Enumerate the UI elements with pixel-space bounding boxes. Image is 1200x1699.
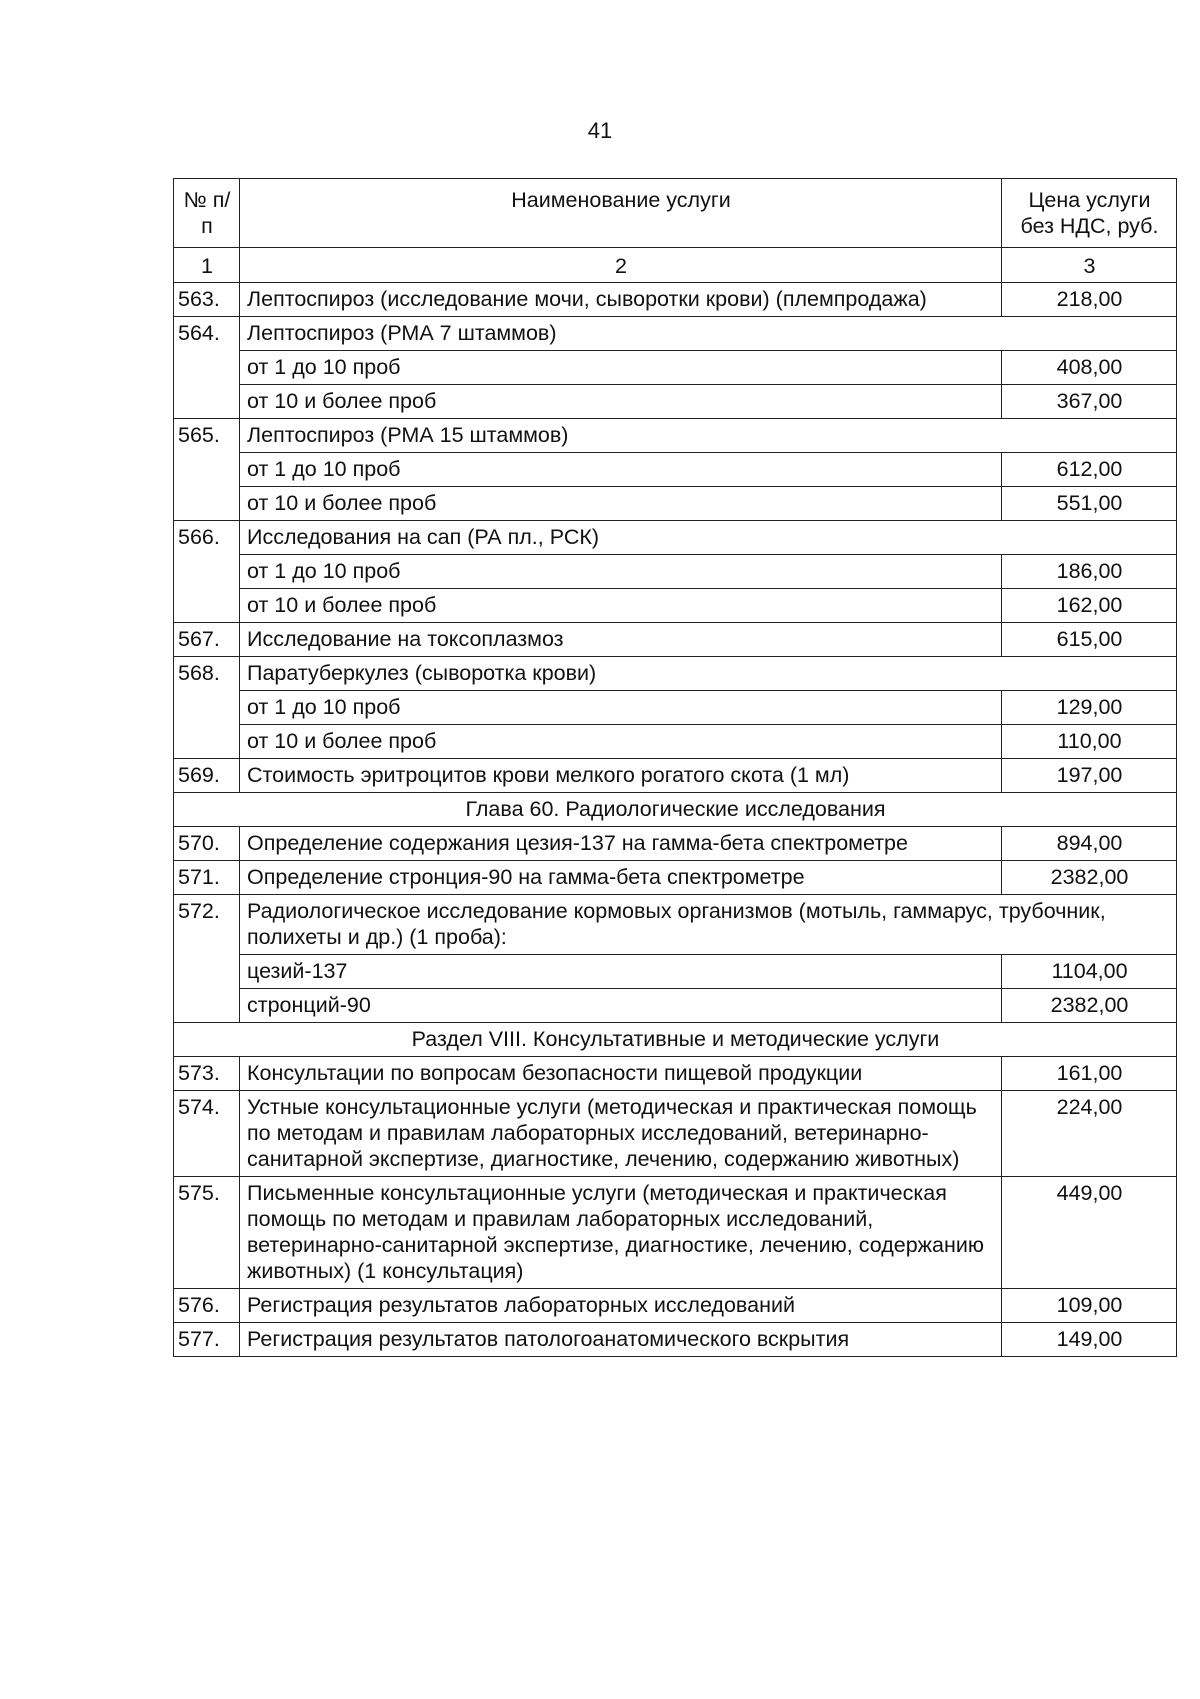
header-price: Цена услуги без НДС, руб. — [1002, 179, 1177, 248]
service-price: 110,00 — [1002, 725, 1177, 759]
service-name: Стоимость эритроцитов крови мелкого рогатого скота (1 мл) — [240, 759, 1002, 793]
table-row — [174, 317, 1177, 351]
service-name: Регистрация результатов патологоанатомического вскрытия — [240, 1323, 1002, 1357]
table-row — [174, 1323, 1177, 1357]
service-price: 162,00 — [1002, 589, 1177, 623]
service-name: Определение содержания цезия-137 на гамма-бета спектрометре — [240, 827, 1002, 861]
table-row — [174, 283, 1177, 317]
section-row — [174, 1023, 1177, 1057]
service-option: от 1 до 10 проб — [240, 691, 1002, 725]
table-row — [174, 895, 1177, 955]
service-price: 449,00 — [1002, 1177, 1177, 1289]
table-subrow — [174, 725, 1177, 759]
row-number: 573. — [174, 1057, 240, 1091]
table-row — [174, 419, 1177, 453]
header-number: № п/п — [174, 179, 240, 248]
table-subrow — [174, 351, 1177, 385]
table-row — [174, 1289, 1177, 1323]
column-number-1: 1 — [174, 248, 240, 283]
chapter-heading: Глава 60. Радиологические исследования — [174, 793, 1177, 827]
service-name: Исследование на токсоплазмоз — [240, 623, 1002, 657]
service-name: Лептоспироз (РМА 7 штаммов) — [240, 317, 1177, 351]
service-price: 615,00 — [1002, 623, 1177, 657]
service-name: Радиологическое исследование кормовых организмов (мотыль, гаммарус, трубочник, полихеты и др.) (1 проба): — [240, 895, 1177, 955]
table-row — [174, 1091, 1177, 1177]
table-subrow — [174, 555, 1177, 589]
service-name: Паратуберкулез (сыворотка крови) — [240, 657, 1177, 691]
service-price: 218,00 — [1002, 283, 1177, 317]
table-row — [174, 657, 1177, 691]
table-row — [174, 759, 1177, 793]
table-subrow — [174, 589, 1177, 623]
table-subrow — [174, 989, 1177, 1023]
service-name: Регистрация результатов лабораторных исследований — [240, 1289, 1002, 1323]
row-number: 565. — [174, 419, 240, 521]
service-price: 551,00 — [1002, 487, 1177, 521]
table-row — [174, 861, 1177, 895]
chapter-row — [174, 793, 1177, 827]
price-table — [173, 178, 1177, 1357]
service-option: стронций-90 — [240, 989, 1002, 1023]
service-price: 612,00 — [1002, 453, 1177, 487]
service-option: от 10 и более проб — [240, 589, 1002, 623]
service-price: 408,00 — [1002, 351, 1177, 385]
service-price: 2382,00 — [1002, 861, 1177, 895]
row-number: 574. — [174, 1091, 240, 1177]
service-name: Исследования на сап (РА пл., РСК) — [240, 521, 1177, 555]
service-name: Определение стронция-90 на гамма-бета спектрометре — [240, 861, 1002, 895]
row-number: 571. — [174, 861, 240, 895]
section-heading: Раздел VIII. Консультативные и методические услуги — [174, 1023, 1177, 1057]
header-service-name: Наименование услуги — [240, 179, 1002, 248]
service-price: 2382,00 — [1002, 989, 1177, 1023]
service-price: 1104,00 — [1002, 955, 1177, 989]
service-name: Консультации по вопросам безопасности пищевой продукции — [240, 1057, 1002, 1091]
table-row — [174, 1177, 1177, 1289]
service-option: от 1 до 10 проб — [240, 453, 1002, 487]
page-number: 41 — [587, 118, 613, 143]
table-subrow — [174, 955, 1177, 989]
row-number: 566. — [174, 521, 240, 623]
row-number: 569. — [174, 759, 240, 793]
table-subrow — [174, 453, 1177, 487]
table-row — [174, 623, 1177, 657]
table-row — [174, 521, 1177, 555]
service-option: цезий-137 — [240, 955, 1002, 989]
column-number-row — [174, 248, 1177, 283]
service-price: 894,00 — [1002, 827, 1177, 861]
service-price: 224,00 — [1002, 1091, 1177, 1177]
service-price: 109,00 — [1002, 1289, 1177, 1323]
service-price: 161,00 — [1002, 1057, 1177, 1091]
column-number-2: 2 — [240, 248, 1002, 283]
row-number: 575. — [174, 1177, 240, 1289]
service-option: от 10 и более проб — [240, 725, 1002, 759]
service-option: от 1 до 10 проб — [240, 555, 1002, 589]
row-number: 577. — [174, 1323, 240, 1357]
table-subrow — [174, 385, 1177, 419]
column-number-3: 3 — [1002, 248, 1177, 283]
row-number: 576. — [174, 1289, 240, 1323]
service-price: 149,00 — [1002, 1323, 1177, 1357]
service-price: 197,00 — [1002, 759, 1177, 793]
table-subrow — [174, 487, 1177, 521]
service-price: 367,00 — [1002, 385, 1177, 419]
row-number: 563. — [174, 283, 240, 317]
service-option: от 10 и более проб — [240, 487, 1002, 521]
table-header-row — [174, 179, 1177, 248]
service-price: 186,00 — [1002, 555, 1177, 589]
service-name: Устные консультационные услуги (методическая и практическая помощь по методам и правилам лабораторных исследований, ветеринарно-санитарной экспертизе, диагностике, лечению, содержанию животных) — [240, 1091, 1002, 1177]
service-option: от 1 до 10 проб — [240, 351, 1002, 385]
table-subrow — [174, 691, 1177, 725]
table-row — [174, 827, 1177, 861]
service-option: от 10 и более проб — [240, 385, 1002, 419]
table-row — [174, 1057, 1177, 1091]
service-name: Лептоспироз (исследование мочи, сыворотки крови) (племпродажа) — [240, 283, 1002, 317]
service-price: 129,00 — [1002, 691, 1177, 725]
row-number: 567. — [174, 623, 240, 657]
row-number: 564. — [174, 317, 240, 419]
row-number: 570. — [174, 827, 240, 861]
service-name: Письменные консультационные услуги (методическая и практическая помощь по методам и правилам лабораторных исследований, ветеринарно-санитарной экспертизе, диагностике, лечению, содержанию животных) (1 консультация) — [240, 1177, 1002, 1289]
row-number: 572. — [174, 895, 240, 1023]
service-name: Лептоспироз (РМА 15 штаммов) — [240, 419, 1177, 453]
row-number: 568. — [174, 657, 240, 759]
